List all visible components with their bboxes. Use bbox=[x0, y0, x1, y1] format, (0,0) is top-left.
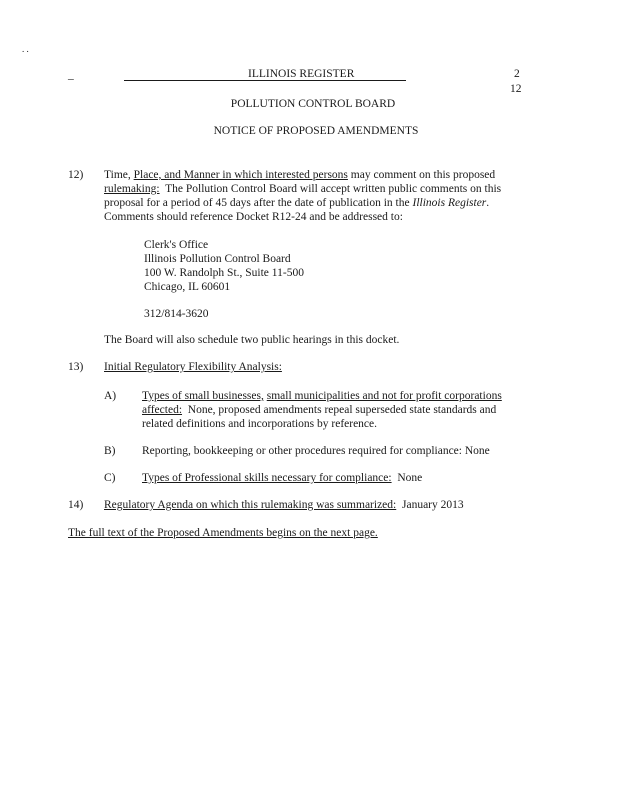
item13-a-line2-underlined: affected: bbox=[142, 404, 183, 416]
item13-a-text bbox=[142, 389, 542, 431]
item13-c-underlined: Types of Professional skills necessary for compliance: bbox=[142, 472, 392, 484]
item12-number: 12) bbox=[68, 169, 84, 181]
item13-b-pre: Reporting, bookkeeping or other procedures required for compliance: bbox=[142, 445, 462, 457]
item13-a-line1-u2: small municipalities and not for profit corporations bbox=[266, 390, 502, 402]
notice-title: NOTICE OF PROPOSED AMENDMENTS bbox=[213, 125, 419, 137]
address-line-2: Illinois Pollution Control Board bbox=[144, 253, 291, 265]
full-text-note: The full text of the Proposed Amendments begins on the next page. bbox=[68, 527, 378, 539]
item12-line3-pre: proposal for a period of 45 days after the date of publication in the bbox=[104, 197, 410, 209]
agency-heading: POLLUTION CONTROL BOARD bbox=[230, 98, 396, 110]
item13-a-line1-u1: Types of small businesses, bbox=[142, 390, 264, 402]
item12-line3-italic: Illinois Register bbox=[412, 197, 487, 209]
item12-paragraph bbox=[104, 168, 544, 224]
item12-line1-underlined: Place, and Manner in which interested persons bbox=[133, 169, 348, 181]
corner-mark: . . bbox=[22, 44, 29, 54]
item13-a-line3: related definitions and incorporations by reference. bbox=[142, 418, 378, 430]
item13-b-text bbox=[142, 444, 490, 458]
item12-line4: Comments should reference Docket R12-24 and be addressed to: bbox=[104, 211, 403, 223]
item12-line2 bbox=[104, 182, 544, 196]
clerk-phone: 312/814-3620 bbox=[144, 308, 209, 320]
register-title: ILLINOIS REGISTER bbox=[248, 68, 355, 80]
item12-line2-post: The Pollution Control Board will accept written public comments on this bbox=[165, 183, 502, 195]
item13-a-line1 bbox=[142, 389, 542, 403]
header-left-mark: _ bbox=[68, 69, 74, 81]
page-number: 2 bbox=[514, 68, 520, 80]
item13-number: 13) bbox=[68, 361, 84, 373]
issue-number: 12 bbox=[510, 83, 522, 95]
address-line-4: Chicago, IL 60601 bbox=[144, 281, 231, 293]
item12-line2-underlined: rulemaking: bbox=[104, 183, 160, 195]
item12-line1-post: may comment on this proposed bbox=[350, 169, 496, 181]
item14-number: 14) bbox=[68, 499, 84, 511]
item12-line1 bbox=[104, 168, 544, 182]
item14-label: Regulatory Agenda on which this rulemaking was summarized: bbox=[104, 499, 397, 511]
item13-a-line2 bbox=[142, 403, 542, 417]
item13-a-line2-post: None, proposed amendments repeal superseded state standards and bbox=[187, 404, 497, 416]
public-hearings-note: The Board will also schedule two public hearings in this docket. bbox=[104, 334, 400, 346]
item13-b-letter: B) bbox=[104, 445, 116, 457]
address-line-1: Clerk's Office bbox=[144, 239, 209, 251]
item13-a-letter: A) bbox=[104, 390, 117, 402]
clerk-address bbox=[144, 238, 444, 294]
item14-text bbox=[104, 498, 464, 512]
item13-c-text bbox=[142, 471, 422, 485]
item13-title: Initial Regulatory Flexibility Analysis: bbox=[104, 361, 282, 373]
item12-line3 bbox=[104, 196, 544, 210]
item12-line3-post: . bbox=[486, 197, 490, 209]
item13-b-post: None bbox=[464, 445, 490, 457]
item12-line1-pre: Time, bbox=[104, 169, 131, 181]
address-line-3: 100 W. Randolph St., Suite 11-500 bbox=[144, 267, 304, 279]
item13-c-post: None bbox=[397, 472, 423, 484]
item14-value: January 2013 bbox=[401, 499, 464, 511]
item13-c-letter: C) bbox=[104, 472, 116, 484]
